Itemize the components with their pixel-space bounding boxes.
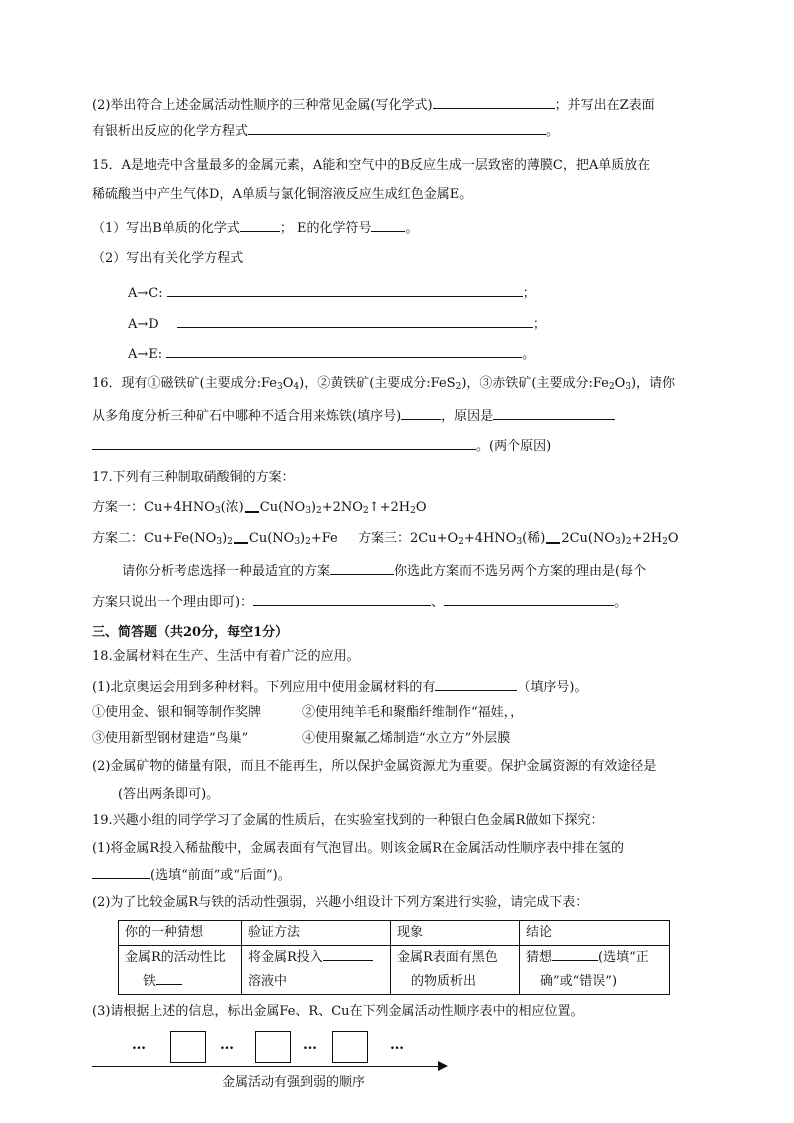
q18-title: 18.金属材料在生产、生活中有着广泛的应用。 [92,649,360,664]
answer-blank[interactable] [166,344,522,358]
order-arrow-line [92,1066,438,1067]
table-cell-guess: 金属R的活动性比 铁 [119,946,242,995]
answer-blank[interactable] [493,406,615,420]
section-heading: 三、简答题（共20分，每空1分） [92,625,289,640]
table-header-row [119,921,670,946]
q17-line-5: 方案只说出一个理由即可)： 、 。 [92,592,627,612]
q19-part-2: (2)为了比较金属R与铁的活动性强弱，兴趣小组设计下列方案进行实验，请完成下表： [92,895,589,910]
q15-part-1: （1）写出B单质的化学式 ； E的化学符号 。 [92,218,418,238]
q15-eq-ad: A→D ； [128,314,546,334]
table-header: 验证方法 [242,921,391,946]
answer-blank[interactable] [337,592,431,606]
answer-blank[interactable] [92,865,150,879]
q19-part-3: (3)请根据上述的信息，标出金属Fe、R、Cu在下列金属活动性顺序表中的相应位置。 [92,1004,584,1019]
answer-box[interactable] [255,1031,291,1063]
answer-blank[interactable] [444,592,520,606]
q17-line-4: 请你分析考虑选择一种最适宜的方案 你选此方案而不选另两个方案的理由是(每个 [122,561,646,581]
q18-part-2a: (2)金属矿物的储量有限，而且不能再生，所以保护金属资源尤为重要。保护金属资源的有效途径是 [92,759,657,774]
q15-stem-1: 15．A是地壳中含量最多的金属元素，A能和空气中的B反应生成一层致密的薄膜C，把A单质放在 [92,158,651,173]
answer-blank[interactable] [240,218,280,232]
q16-line-1: 16．现有①磁铁矿(主要成分$:Fe_3O_4$)，②黄铁矿(主要成分:FeS$_2$)，③赤铁矿(主要成分$:Fe_2O_3$)，请你 [92,376,676,392]
q19-part-1b: (选填“前面”或“后面”)。 [92,865,291,885]
q16-line-2: 从多角度分析三种矿石中哪种不适合用来炼铁(填序号) ，原因是 [92,406,615,426]
ellipsis: … [390,1037,405,1053]
answer-blank[interactable] [177,314,533,328]
arrow-head-icon [438,1061,448,1071]
answer-box[interactable] [332,1031,368,1063]
answer-blank[interactable] [401,406,441,420]
q18-option-1: ①使用金、银和铜等制作奖牌 [92,705,262,720]
experiment-table [118,920,670,995]
q18-part-1: (1)北京奥运会用到多种材料。下列应用中使用金属材料的有 （填序号)。 [92,677,588,697]
q14-line-2a: (2)举出符合上述金属活动性顺序的三种常见金属(写化学式) ；并写出在Z表面 [92,95,655,115]
q19-title: 19.兴趣小组的同学学习了金属的性质后，在实验室找到的一种银白色金属R做如下探究： [92,813,604,828]
q17-scheme-2: 方案二：$Cu+Fe(NO_3)_2$ $Cu(NO_3)_2+Fe$ [92,531,338,547]
table-cell-conclusion: 猜想 (选填“正 确”或“错误”) [520,946,670,995]
table-row [119,946,670,995]
q17-scheme-3: 方案三：$2Cu+O_2+4HNO_3$(稀) $2Cu(NO_3)_2+2H_2O$ [358,531,679,547]
answer-blank[interactable] [253,592,337,606]
q15-eq-ae: A→E: 。 [128,344,535,364]
q15-eq-ac: A→C: ； [128,283,536,303]
equals-bar [245,503,259,513]
equals-bar [546,534,560,544]
q15-stem-2: 稀硫酸当中产生气体D，A单质与氯化铜溶液反应生成红色金属E。 [92,187,473,202]
q19-part-1a: (1)将金属R投入稀盐酸中，金属表面有气泡冒出。则该金属R在金属活动性顺序表中排在氢的 [92,841,624,856]
q17-scheme-1: 方案一：$Cu+4HNO_3$(浓) $Cu(NO_3)_2+2NO_2↑+2H_2O$ [92,500,427,516]
q18-part-2b: (答出两条即可)。 [118,787,220,802]
answer-blank[interactable] [433,95,555,109]
table-cell-phenomenon: 金属R表面有黑色 的物质析出 [391,946,520,995]
ellipsis: … [132,1037,147,1053]
answer-blank[interactable] [552,947,598,961]
answer-blank[interactable] [248,121,546,135]
axis-label: 金属活动有强到弱的顺序 [222,1075,366,1090]
q18-option-4: ④使用聚氟乙烯制造“水立方”外层膜 [302,731,511,746]
answer-blank[interactable] [330,561,394,575]
answer-blank[interactable] [92,436,476,450]
answer-blank[interactable] [167,283,523,297]
answer-blank[interactable] [323,947,373,961]
ellipsis: … [220,1037,235,1053]
table-header: 你的一种猜想 [119,921,242,946]
answer-blank[interactable] [435,677,517,691]
answer-blank[interactable] [520,592,614,606]
q14-line-2b: 有银析出反应的化学方程式 。 [92,121,559,141]
table-cell-method: 将金属R投入 溶液中 [242,946,391,995]
q17-title: 17.下列有三种制取硝酸铜的方案： [92,470,295,485]
equals-bar [234,534,248,544]
q16-line-3: 。(两个原因) [92,436,551,456]
table-header: 现象 [391,921,520,946]
answer-box[interactable] [170,1031,206,1063]
ellipsis: … [303,1037,318,1053]
q18-option-3: ③使用新型钢材建造“鸟巢” [92,731,249,746]
answer-blank[interactable] [371,218,405,232]
q15-part-2: （2）写出有关化学方程式 [92,251,244,266]
answer-blank[interactable] [156,971,182,985]
q18-option-2: ②使用纯羊毛和聚酯纤维制作“福娃，， [302,705,524,720]
table-header: 结论 [520,921,670,946]
